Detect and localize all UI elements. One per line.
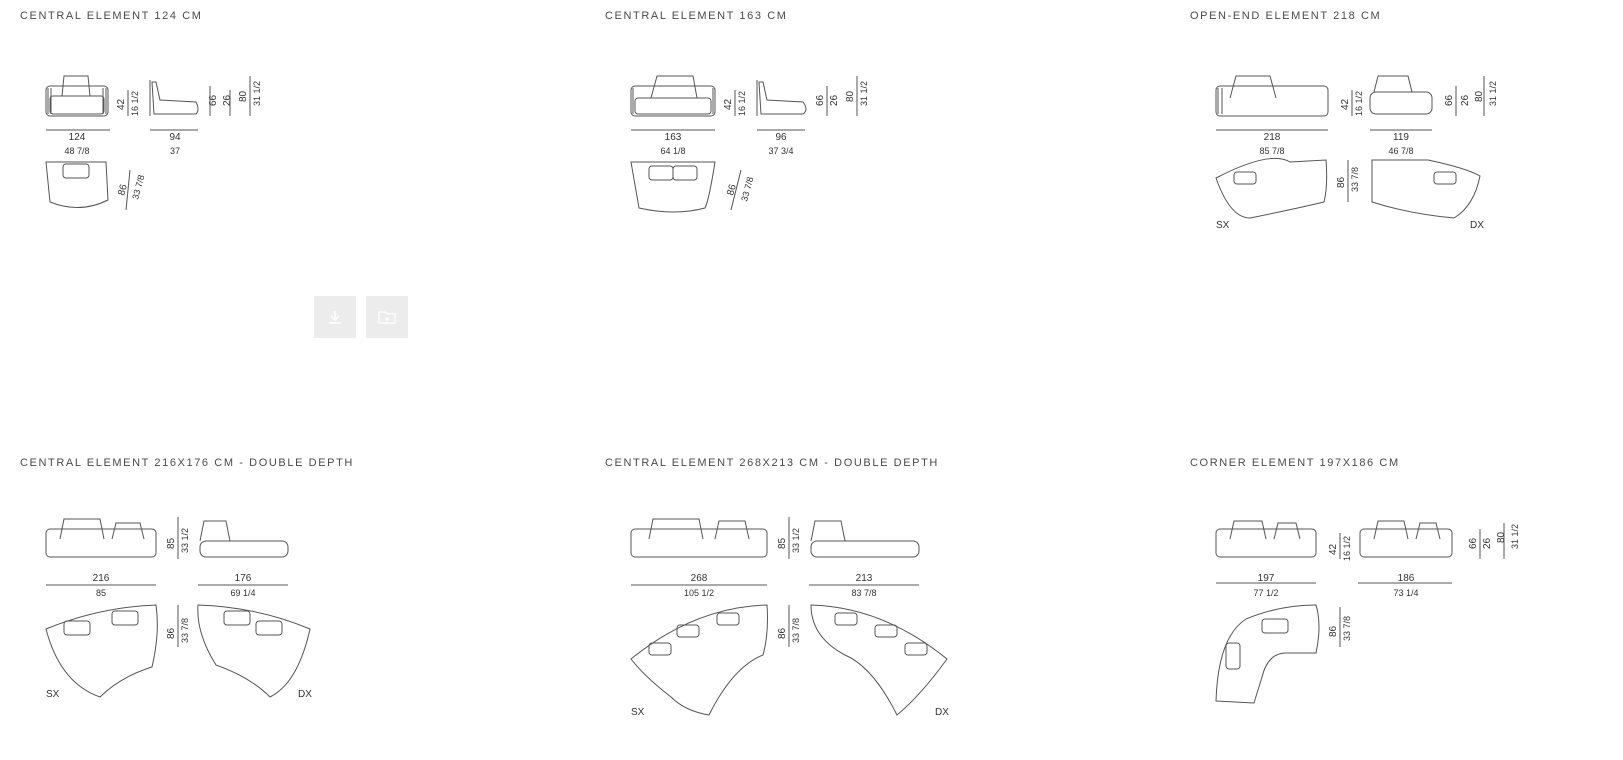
seat-height-label: 42	[116, 98, 127, 110]
side-depth-label: 213	[855, 573, 873, 584]
front-width-inch-label: 85 7/8	[1259, 146, 1285, 156]
seat-height-inch-label: 16 1/2	[130, 90, 140, 116]
element-title: CENTRAL ELEMENT 124 CM	[20, 10, 203, 22]
side-view-body	[759, 82, 806, 114]
side-depth-label: 119	[1393, 132, 1409, 143]
top-depth-label: 86	[1328, 625, 1339, 637]
seat-height-label: 42	[723, 98, 734, 110]
folder-plus-icon	[377, 309, 397, 325]
technical-drawing	[1190, 10, 1610, 310]
side-depth-label: 186	[1397, 573, 1415, 584]
dx-label: DX	[1470, 220, 1484, 231]
height-66-label: 66	[1468, 537, 1479, 549]
height-80-inch-label: 31 1/2	[1510, 523, 1520, 549]
element-title: OPEN-END ELEMENT 218 CM	[1190, 10, 1382, 22]
back-height-label: 85	[166, 537, 177, 549]
top-depth-label: 86	[777, 627, 788, 639]
front-width-label: 197	[1257, 573, 1275, 584]
svg-text:124: 124	[68, 132, 86, 143]
front-width-inch-label: 85	[95, 588, 107, 598]
front-width-label: 163	[664, 132, 682, 143]
side-depth-inch-label: 73 1/4	[1393, 588, 1419, 598]
side-view-body	[1370, 92, 1432, 114]
height-80-inch-label: 31 1/2	[1488, 80, 1498, 106]
front-view-body	[631, 529, 767, 557]
top-depth-label: 86	[116, 183, 130, 197]
top-depth-inch-label: 33 7/8	[1342, 615, 1352, 641]
back-height-inch-label: 33 1/2	[180, 527, 190, 553]
height-80-label: 80	[845, 90, 856, 102]
top-view-sx	[1216, 158, 1327, 218]
side-depth-inch-label: 46 7/8	[1388, 146, 1414, 156]
top-view-sx	[46, 605, 157, 697]
height-80-inch-label: 31 1/2	[252, 80, 262, 106]
front-view-body	[631, 86, 715, 116]
top-depth-inch-label: 33 7/8	[791, 617, 801, 643]
front-width-label: 268	[690, 573, 708, 584]
front-width-label: 218	[1263, 132, 1281, 143]
element-title: CENTRAL ELEMENT 268X213 CM - DOUBLE DEPTH	[605, 457, 939, 469]
front-width-inch-label: 105 1/2	[683, 588, 715, 598]
element-title: CORNER ELEMENT 197X186 CM	[1190, 457, 1400, 469]
height-80-label: 80	[1496, 531, 1507, 543]
technical-drawing	[1190, 457, 1610, 757]
top-depth-label: 86	[166, 627, 177, 639]
top-depth-inch-label: 33 7/8	[130, 173, 147, 201]
seat-height-inch-label: 16 1/2	[737, 90, 747, 116]
element-card-central-124	[20, 10, 580, 310]
sx-label: SX	[46, 689, 60, 700]
top-view-body	[1216, 605, 1319, 703]
front-width-inch-label: 77 1/2	[1253, 588, 1279, 598]
side-depth-inch-label: 69 1/4	[230, 588, 256, 598]
front-width-label: 216	[92, 573, 110, 584]
top-view-body	[46, 162, 108, 208]
front-view-body	[46, 86, 108, 116]
height-66-label: 66	[1444, 94, 1455, 106]
side-view-body	[152, 82, 198, 114]
height-80-label: 80	[238, 90, 249, 102]
download-button[interactable]	[314, 296, 356, 338]
top-view-sx	[631, 605, 768, 715]
height-66-label: 66	[815, 94, 826, 106]
height-80-label: 80	[1474, 90, 1485, 102]
add-to-folder-button[interactable]	[366, 296, 408, 338]
element-card-central-163	[605, 10, 1165, 310]
height-80-inch-label: 31 1/2	[859, 80, 869, 106]
front-view-body	[1216, 86, 1328, 116]
top-depth-label: 86	[1336, 176, 1347, 188]
side-depth-label: 94	[169, 132, 181, 143]
sx-label: SX	[1216, 220, 1230, 231]
front-width-inch-label: 48 7/8	[64, 146, 90, 156]
side-depth-label: 96	[775, 132, 787, 143]
side-view-body	[811, 541, 919, 557]
side-depth-inch-label: 37 3/4	[768, 146, 794, 156]
element-title: CENTRAL ELEMENT 163 CM	[605, 10, 788, 22]
element-card-corner-197x186	[1190, 457, 1623, 757]
front-view-body	[46, 529, 156, 557]
technical-drawing	[20, 457, 580, 757]
element-title: CENTRAL ELEMENT 216X176 CM - DOUBLE DEPTH	[20, 457, 354, 469]
height-66-label: 66	[208, 94, 219, 106]
height-26-label: 26	[222, 94, 233, 106]
top-depth-label: 86	[725, 183, 739, 197]
element-card-open-end-218	[1190, 10, 1623, 310]
sx-label: SX	[631, 707, 645, 718]
top-depth-inch-label: 33 7/8	[180, 617, 190, 643]
dx-label: DX	[298, 689, 312, 700]
top-view-dx	[811, 605, 947, 715]
seat-height-label: 42	[1328, 543, 1339, 555]
seat-height-label: 42	[1340, 98, 1351, 110]
top-view-dx	[1372, 160, 1480, 218]
technical-drawing	[605, 10, 1165, 310]
technical-drawing	[20, 10, 580, 310]
element-card-central-268x213	[605, 457, 1165, 757]
back-height-label: 85	[777, 537, 788, 549]
top-view-dx	[198, 605, 310, 697]
side-depth-label: 176	[234, 573, 252, 584]
height-26-label: 26	[1482, 537, 1493, 549]
side-view-body	[200, 541, 288, 557]
height-26-label: 26	[829, 94, 840, 106]
front-width-label	[69, 132, 86, 143]
element-card-central-216x176	[20, 457, 580, 757]
seat-height-inch-label: 16 1/2	[1342, 535, 1352, 561]
top-depth-inch-label: 33 7/8	[1350, 166, 1360, 192]
side-depth-inch-label: 83 7/8	[851, 588, 877, 598]
download-icon	[326, 308, 344, 326]
technical-drawing	[605, 457, 1165, 757]
seat-height-inch-label: 16 1/2	[1354, 90, 1364, 116]
side-depth-inch-label: 37	[169, 146, 181, 156]
back-height-inch-label: 33 1/2	[791, 527, 801, 553]
top-depth-inch-label: 33 7/8	[739, 175, 756, 203]
height-26-label: 26	[1460, 94, 1471, 106]
dx-label: DX	[935, 707, 949, 718]
front-width-inch-label: 64 1/8	[660, 146, 686, 156]
